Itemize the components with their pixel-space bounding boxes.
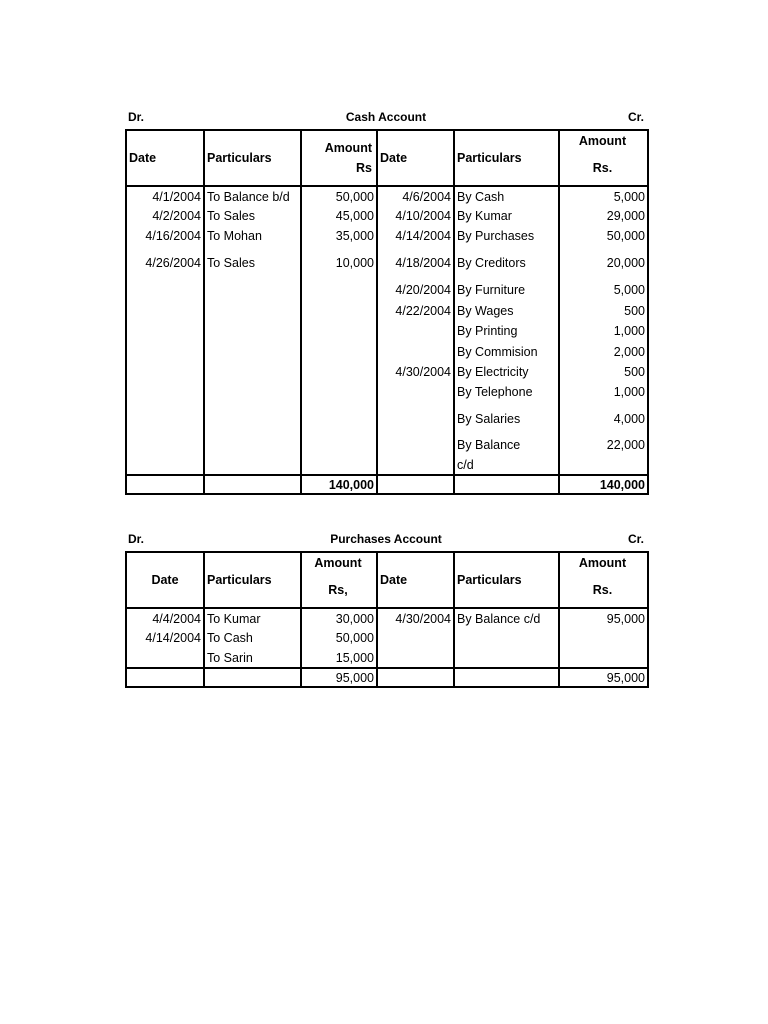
credit-particulars-continued: c/d <box>454 455 559 475</box>
dr-label: Dr. <box>128 532 145 546</box>
table-row <box>126 206 648 226</box>
table-row <box>126 648 648 668</box>
table-row <box>126 608 648 628</box>
table-row <box>126 321 648 341</box>
header-particulars-cr: Particulars <box>454 552 559 608</box>
credit-particulars: By Creditors <box>454 246 559 279</box>
cash-account-ledger <box>125 109 647 495</box>
debit-amount: 45,000 <box>301 206 377 226</box>
debit-particulars: To Cash <box>204 628 301 648</box>
cr-label: Cr. <box>627 532 644 546</box>
credit-date: 4/18/2004 <box>377 246 454 279</box>
header-amount-cr <box>559 552 648 608</box>
debit-date: 4/14/2004 <box>126 628 204 648</box>
cash-account-table <box>125 129 649 495</box>
totals-row <box>126 668 648 687</box>
debit-date: 4/4/2004 <box>126 608 204 628</box>
credit-particulars: By Telephone <box>454 382 559 402</box>
header-amount-label: Amount <box>314 556 362 570</box>
credit-date <box>377 435 454 455</box>
debit-particulars: To Sales <box>204 206 301 226</box>
credit-amount: 5,000 <box>559 279 648 301</box>
credit-date <box>377 382 454 402</box>
credit-date: 4/20/2004 <box>377 279 454 301</box>
credit-total: 95,000 <box>559 668 648 687</box>
table-row <box>126 435 648 455</box>
table-row <box>126 246 648 279</box>
credit-particulars: By Wages <box>454 301 559 321</box>
credit-particulars: By Purchases <box>454 226 559 246</box>
table-row <box>126 226 648 246</box>
credit-total: 140,000 <box>559 475 648 494</box>
cr-label: Cr. <box>627 110 644 124</box>
table-row <box>126 402 648 435</box>
credit-amount: 1,000 <box>559 321 648 341</box>
credit-date: 4/14/2004 <box>377 226 454 246</box>
credit-particulars: By Balance c/d <box>454 608 559 628</box>
dr-label: Dr. <box>128 110 145 124</box>
credit-amount: 20,000 <box>559 246 648 279</box>
purchases-account-title-row <box>125 531 647 551</box>
credit-amount: 1,000 <box>559 382 648 402</box>
debit-amount: 35,000 <box>301 226 377 246</box>
credit-date <box>377 402 454 435</box>
header-particulars-dr: Particulars <box>204 130 301 186</box>
debit-amount: 50,000 <box>301 186 377 206</box>
debit-amount: 50,000 <box>301 628 377 648</box>
credit-amount: 2,000 <box>559 341 648 362</box>
credit-amount: 5,000 <box>559 186 648 206</box>
debit-particulars: To Mohan <box>204 226 301 246</box>
credit-amount: 500 <box>559 362 648 382</box>
header-amount-unit: Rs <box>356 161 372 175</box>
header-date-cr: Date <box>377 130 454 186</box>
header-amount-dr <box>301 552 377 608</box>
debit-particulars: To Sales <box>204 246 301 279</box>
header-particulars-cr: Particulars <box>454 130 559 186</box>
header-amount-cr <box>559 130 648 186</box>
header-date-cr: Date <box>377 552 454 608</box>
credit-date: 4/30/2004 <box>377 608 454 628</box>
table-row <box>126 382 648 402</box>
credit-particulars: By Printing <box>454 321 559 341</box>
credit-particulars: By Furniture <box>454 279 559 301</box>
header-amount-label: Amount <box>324 141 372 155</box>
credit-particulars: By Electricity <box>454 362 559 382</box>
debit-particulars: To Sarin <box>204 648 301 668</box>
debit-date: 4/2/2004 <box>126 206 204 226</box>
table-row <box>126 186 648 206</box>
debit-date: 4/26/2004 <box>126 246 204 279</box>
header-particulars-dr: Particulars <box>204 552 301 608</box>
credit-amount: 50,000 <box>559 226 648 246</box>
credit-amount: 29,000 <box>559 206 648 226</box>
credit-date: 4/6/2004 <box>377 186 454 206</box>
credit-particulars: By Salaries <box>454 402 559 435</box>
credit-particulars: By Commision <box>454 341 559 362</box>
table-row <box>126 628 648 648</box>
debit-amount: 10,000 <box>301 246 377 279</box>
ledger-title: Purchases Account <box>330 532 442 546</box>
credit-date <box>377 341 454 362</box>
debit-date <box>126 648 204 668</box>
header-amount-label: Amount <box>578 134 627 148</box>
header-row <box>126 130 648 186</box>
credit-particulars: By Kumar <box>454 206 559 226</box>
credit-date: 4/22/2004 <box>377 301 454 321</box>
purchases-account-table <box>125 551 649 688</box>
credit-date: 4/30/2004 <box>377 362 454 382</box>
credit-date <box>377 321 454 341</box>
debit-total: 140,000 <box>301 475 377 494</box>
header-date-dr: Date <box>126 552 204 608</box>
debit-particulars: To Balance b/d <box>204 186 301 206</box>
debit-total: 95,000 <box>301 668 377 687</box>
table-row <box>126 341 648 362</box>
purchases-account-ledger <box>125 531 647 688</box>
header-date-dr: Date <box>126 130 204 186</box>
debit-particulars: To Kumar <box>204 608 301 628</box>
credit-particulars: By Balance <box>454 435 559 455</box>
table-row <box>126 279 648 301</box>
header-amount-label: Amount <box>578 556 627 570</box>
totals-row <box>126 475 648 494</box>
table-row <box>126 455 648 475</box>
cash-account-title-row <box>125 109 647 129</box>
debit-date: 4/1/2004 <box>126 186 204 206</box>
credit-date: 4/10/2004 <box>377 206 454 226</box>
credit-amount: 95,000 <box>559 608 648 628</box>
credit-particulars: By Cash <box>454 186 559 206</box>
header-amount-dr <box>301 130 377 186</box>
header-amount-unit: Rs. <box>592 161 613 175</box>
credit-amount: 500 <box>559 301 648 321</box>
debit-amount: 15,000 <box>301 648 377 668</box>
table-row <box>126 362 648 382</box>
debit-amount: 30,000 <box>301 608 377 628</box>
debit-date: 4/16/2004 <box>126 226 204 246</box>
header-amount-unit: Rs, <box>328 583 348 597</box>
header-amount-unit: Rs. <box>592 583 613 597</box>
header-row <box>126 552 648 608</box>
credit-amount: 4,000 <box>559 402 648 435</box>
credit-amount: 22,000 <box>559 435 648 455</box>
ledger-title: Cash Account <box>345 110 427 124</box>
table-row <box>126 301 648 321</box>
